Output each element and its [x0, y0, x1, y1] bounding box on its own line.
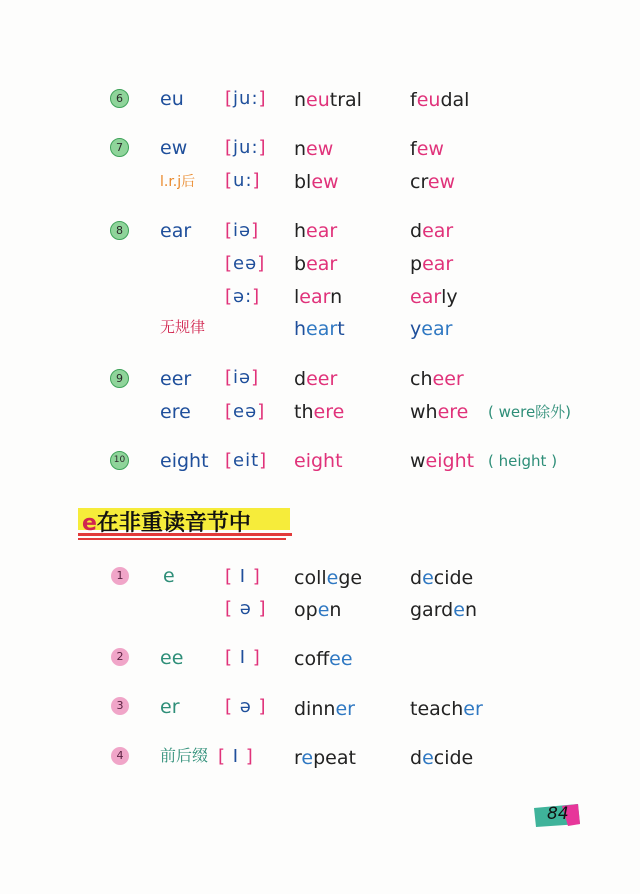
example-word-2: weight	[410, 450, 475, 472]
rule-note: l.r.j后	[160, 174, 196, 190]
letter-pattern: eer	[160, 368, 192, 390]
example-word-2: cheer	[410, 368, 464, 390]
example-word-2: dear	[410, 220, 454, 242]
example-word-1: open	[294, 599, 342, 621]
item-number-badge: 3	[111, 697, 129, 715]
example-word-2: year	[410, 318, 453, 340]
phonetic-symbol: [eit]	[225, 450, 268, 471]
example-word-1: eight	[294, 450, 343, 472]
example-word-2: decide	[410, 567, 474, 589]
phonetic-symbol: [ I ]	[218, 746, 254, 767]
phonetic-symbol: [iə]	[225, 220, 260, 241]
phonetic-symbol: [ I ]	[225, 566, 261, 587]
phonetic-symbol: [u:]	[225, 170, 261, 191]
phonetic-symbol: [eə]	[225, 253, 266, 274]
letter-pattern: er	[160, 696, 180, 718]
phonetic-symbol: [ju:]	[225, 88, 267, 109]
example-word-1: college	[294, 567, 363, 589]
item-number-badge: 7	[110, 138, 129, 157]
example-word-1: heart	[294, 318, 345, 340]
item-number-badge: 1	[111, 567, 129, 585]
example-word-2: where	[410, 401, 469, 423]
section-heading	[78, 500, 251, 536]
item-number-badge: 9	[110, 369, 129, 388]
phonetic-symbol: [ I ]	[225, 647, 261, 668]
example-word-2: teacher	[410, 698, 483, 720]
item-number-badge: 10	[110, 451, 129, 470]
letter-pattern: eight	[160, 450, 209, 472]
example-word-1: blew	[294, 171, 339, 193]
example-word-1: deer	[294, 368, 338, 390]
item-number-badge: 4	[111, 747, 129, 765]
letter-pattern: ear	[160, 220, 192, 242]
example-word-1: repeat	[294, 747, 356, 769]
example-word-2: decide	[410, 747, 474, 769]
example-word-1: hear	[294, 220, 338, 242]
heading-underline	[78, 538, 286, 540]
letter-pattern: ew	[160, 137, 188, 159]
item-number-badge: 8	[110, 221, 129, 240]
example-word-1: dinner	[294, 698, 355, 720]
letter-pattern: 前后缀	[160, 746, 209, 765]
page-number	[532, 802, 582, 828]
letter-pattern: eu	[160, 88, 184, 110]
phonetic-symbol: [ ə ]	[225, 696, 267, 717]
page-number-text: 84	[547, 804, 569, 824]
example-word-2: crew	[410, 171, 456, 193]
letter-pattern: ere	[160, 401, 191, 423]
exception-note: ( height )	[488, 452, 558, 470]
example-word-2: few	[410, 138, 444, 160]
item-number-badge: 6	[110, 89, 129, 108]
phonetic-symbol: [eə]	[225, 401, 266, 422]
rule-note: 无规律	[160, 318, 206, 336]
example-word-1: bear	[294, 253, 338, 275]
example-word-2: early	[410, 286, 458, 308]
example-word-1: there	[294, 401, 345, 423]
example-word-1: coffee	[294, 648, 353, 670]
heading-text: 在非重读音节中	[96, 511, 251, 536]
example-word-2: garden	[410, 599, 477, 621]
example-word-2: pear	[410, 253, 454, 275]
heading-letter: e	[82, 511, 97, 536]
phonetic-symbol: [ju:]	[225, 137, 267, 158]
phonetic-symbol: [iə]	[225, 367, 260, 388]
exception-note: ( were除外)	[488, 403, 572, 421]
letter-pattern: e	[163, 565, 175, 587]
example-word-1: neutral	[294, 89, 362, 111]
letter-pattern: ee	[160, 647, 184, 669]
phonetic-symbol: [ə:]	[225, 286, 261, 307]
example-word-2: feudal	[410, 89, 470, 111]
phonetic-symbol: [ ə ]	[225, 598, 267, 619]
example-word-1: learn	[294, 286, 343, 308]
item-number-badge: 2	[111, 648, 129, 666]
example-word-1: new	[294, 138, 334, 160]
